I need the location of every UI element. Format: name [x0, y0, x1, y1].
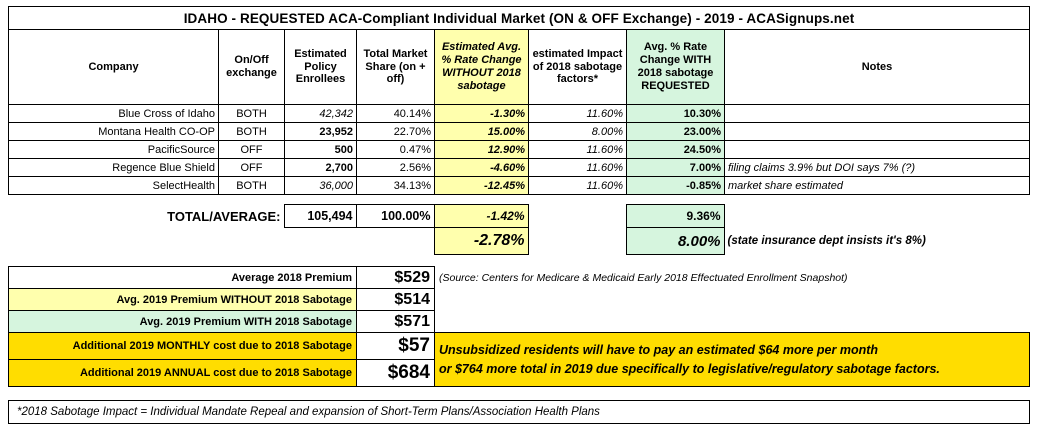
cell-notes: [725, 105, 1030, 123]
table-row: [9, 105, 1030, 123]
totals-alt-spacer-3: [528, 228, 626, 255]
cell-sabotage-impact: 11.60%: [529, 159, 627, 177]
sabotage-callout: [435, 333, 1030, 387]
sabotage-callout-line-1: Unsubsidized residents will have to pay an estimated $64 more per month: [439, 343, 879, 358]
totals-alt-spacer-2: [356, 228, 434, 255]
premium-row: [9, 311, 1030, 333]
totals-enrollees: 105,494: [284, 205, 356, 228]
premium-label: Average 2018 Premium: [9, 267, 357, 289]
table-row: [9, 123, 1030, 141]
totals-alt-row: [8, 228, 1030, 255]
totals-alt-spacer-1: [284, 228, 356, 255]
cell-company: SelectHealth: [9, 177, 219, 195]
cell-with-sabotage: -0.85%: [627, 177, 725, 195]
column-header-notes: Notes: [725, 30, 1030, 105]
cell-market-share: 34.13%: [357, 177, 435, 195]
footnote-text: *2018 Sabotage Impact = Individual Mandate Repeal and expansion of Short-Term Plans/Association Health Plans: [17, 406, 600, 418]
premium-spacer: [435, 289, 1030, 311]
source-note: (Source: Centers for Medicare & Medicaid Early 2018 Effectuated Enrollment Snapshot): [439, 271, 848, 284]
column-header-enrollees: Estimated Policy Enrollees: [285, 30, 357, 105]
cell-company: Montana Health CO-OP: [9, 123, 219, 141]
cell-market-share: 0.47%: [357, 141, 435, 159]
cell-company: Blue Cross of Idaho: [9, 105, 219, 123]
premium-value: $571: [357, 311, 435, 333]
cell-company: Regence Blue Shield: [9, 159, 219, 177]
premium-row: [9, 333, 1030, 360]
column-header-market-share: Total Market Share (on + off): [357, 30, 435, 105]
premium-spacer: [435, 311, 1030, 333]
totals-market-share: 100.00%: [356, 205, 434, 228]
footnote: [8, 400, 1030, 424]
cell-with-sabotage: 24.50%: [627, 141, 725, 159]
totals-block: [8, 204, 1030, 255]
cell-company: PacificSource: [9, 141, 219, 159]
cell-exchange: BOTH: [219, 177, 285, 195]
cell-notes: filing claims 3.9% but DOI says 7% (?): [725, 159, 1030, 177]
cell-with-sabotage: 7.00%: [627, 159, 725, 177]
totals-alt-label-spacer: [8, 228, 284, 255]
cell-without-sabotage: -12.45%: [435, 177, 529, 195]
totals-alt-with-sabotage: 8.00%: [626, 228, 724, 255]
table-row: [9, 177, 1030, 195]
totals-without-sabotage: -1.42%: [434, 205, 528, 228]
column-header-sabotage-impact: estimated Impact of 2018 sabotage factors*: [529, 30, 627, 105]
cell-notes: market share estimated: [725, 177, 1030, 195]
cell-without-sabotage: -4.60%: [435, 159, 529, 177]
premium-row: [9, 267, 1030, 289]
totals-label: TOTAL/AVERAGE:: [167, 208, 281, 224]
cell-enrollees: 36,000: [285, 177, 357, 195]
totals-with-sabotage: 9.36%: [626, 205, 724, 228]
premium-label: Additional 2019 MONTHLY cost due to 2018 Sabotage: [9, 333, 357, 360]
premium-label: Avg. 2019 Premium WITH 2018 Sabotage: [9, 311, 357, 333]
totals-alt-without-sabotage: -2.78%: [434, 228, 528, 255]
premium-label: Additional 2019 ANNUAL cost due to 2018 Sabotage: [9, 360, 357, 387]
cell-enrollees: 23,952: [285, 123, 357, 141]
cell-without-sabotage: -1.30%: [435, 105, 529, 123]
table-title-row: [9, 7, 1030, 30]
totals-row: [8, 205, 1030, 228]
premium-value: $57: [357, 333, 435, 360]
sabotage-callout-line-2: or $764 more total in 2019 due specifically to legislative/regulatory sabotage factors.: [439, 361, 940, 376]
cell-sabotage-impact: 11.60%: [529, 177, 627, 195]
page-title: IDAHO - REQUESTED ACA-Compliant Individual Market (ON & OFF Exchange) - 2019 - ACASignups.net: [9, 7, 1030, 30]
cell-sabotage-impact: 11.60%: [529, 141, 627, 159]
cell-without-sabotage: 15.00%: [435, 123, 529, 141]
cell-exchange: OFF: [219, 159, 285, 177]
premium-summary-block: [8, 266, 1030, 387]
totals-alt-note: (state insurance dept insists it's 8%): [727, 235, 926, 247]
totals-impact-spacer: [528, 205, 626, 228]
totals-notes-spacer: [724, 205, 1030, 228]
column-header-company: Company: [9, 30, 219, 105]
rate-change-table: [8, 6, 1030, 195]
cell-without-sabotage: 12.90%: [435, 141, 529, 159]
table-row: [9, 141, 1030, 159]
cell-market-share: 40.14%: [357, 105, 435, 123]
cell-enrollees: 500: [285, 141, 357, 159]
cell-sabotage-impact: 8.00%: [529, 123, 627, 141]
cell-sabotage-impact: 11.60%: [529, 105, 627, 123]
premium-row: [9, 289, 1030, 311]
column-header-exchange: On/Off exchange: [219, 30, 285, 105]
cell-with-sabotage: 23.00%: [627, 123, 725, 141]
cell-notes: [725, 123, 1030, 141]
cell-market-share: 22.70%: [357, 123, 435, 141]
cell-market-share: 2.56%: [357, 159, 435, 177]
premium-value: $529: [357, 267, 435, 289]
cell-enrollees: 42,342: [285, 105, 357, 123]
column-header-with-sabotage: Avg. % Rate Change WITH 2018 sabotage REQUESTED: [627, 30, 725, 105]
cell-notes: [725, 141, 1030, 159]
cell-exchange: BOTH: [219, 105, 285, 123]
table-row: [9, 159, 1030, 177]
premium-value: $684: [357, 360, 435, 387]
cell-enrollees: 2,700: [285, 159, 357, 177]
column-header-without-sabotage: Estimated Avg. % Rate Change WITHOUT 2018 sabotage: [435, 30, 529, 105]
cell-with-sabotage: 10.30%: [627, 105, 725, 123]
premium-label: Avg. 2019 Premium WITHOUT 2018 Sabotage: [9, 289, 357, 311]
cell-exchange: BOTH: [219, 123, 285, 141]
premium-value: $514: [357, 289, 435, 311]
cell-exchange: OFF: [219, 141, 285, 159]
table-header-row: [9, 30, 1030, 105]
